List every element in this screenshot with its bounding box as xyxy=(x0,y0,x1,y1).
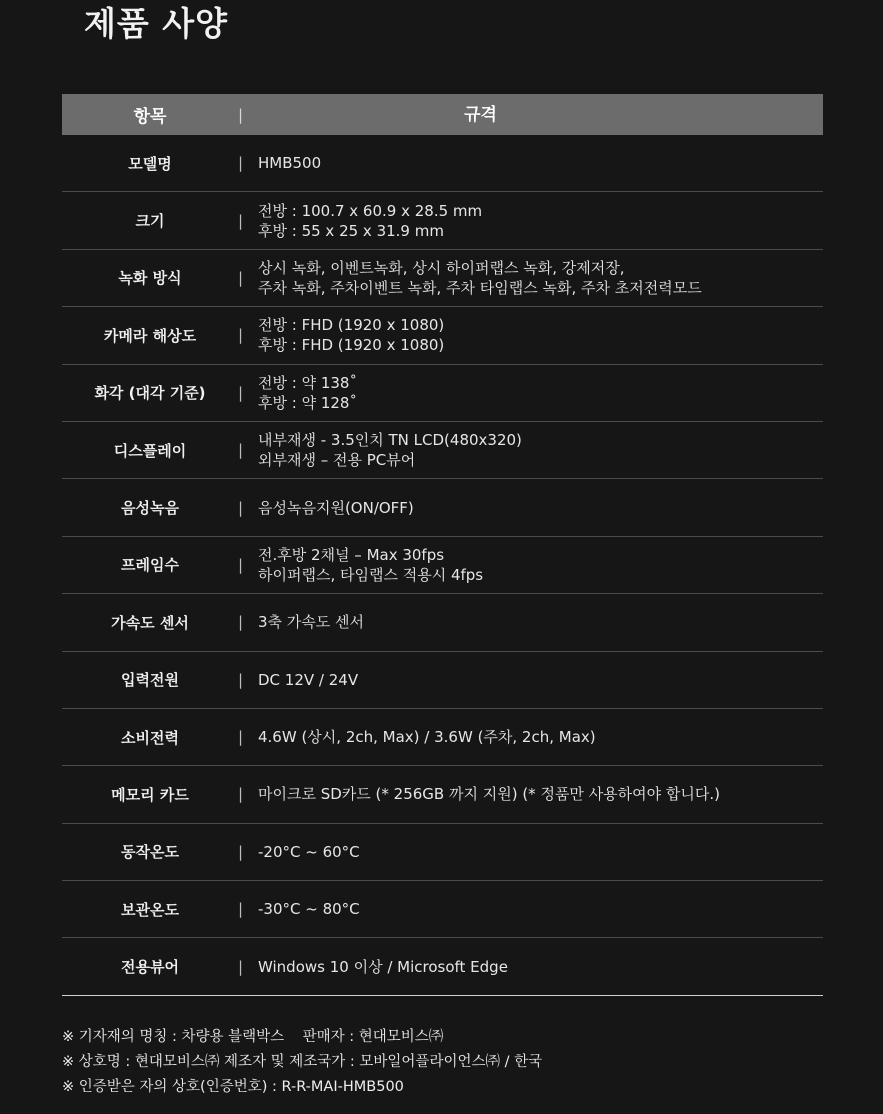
row-item-label: 디스플레이 xyxy=(113,441,187,460)
table-row xyxy=(62,881,823,938)
row-spec-value xyxy=(258,727,823,747)
row-spec-value xyxy=(258,612,823,632)
spec-line: HMB500 xyxy=(258,154,322,173)
row-spec-value xyxy=(258,430,823,470)
header-item-label: 항목 xyxy=(133,107,167,127)
row-item-label: 전용뷰어 xyxy=(121,958,179,977)
spec-line: Windows 10 이상 / Microsoft Edge xyxy=(258,957,508,976)
row-spec-value xyxy=(258,201,823,241)
spec-line: 후방 : 약 128˚ xyxy=(258,393,357,412)
row-separator: | xyxy=(238,900,244,919)
row-item-label: 보관온도 xyxy=(121,900,179,919)
spec-line: 후방 : FHD (1920 x 1080) xyxy=(258,336,445,355)
row-separator: | xyxy=(238,498,244,517)
row-item-label: 가속도 센서 xyxy=(111,613,189,632)
row-separator: | xyxy=(238,728,244,747)
row-separator: | xyxy=(238,326,244,345)
row-separator: | xyxy=(238,441,244,460)
spec-line: 전.후방 2채널 – Max 30fps xyxy=(258,545,445,564)
spec-line: 전방 : FHD (1920 x 1080) xyxy=(258,316,445,335)
row-spec-value xyxy=(258,258,823,298)
table-row xyxy=(62,250,823,307)
table-header xyxy=(62,94,823,135)
header-separator: | xyxy=(238,105,244,124)
row-item-label: 동작온도 xyxy=(121,843,179,862)
spec-line: 하이퍼랩스, 타임랩스 적용시 4fps xyxy=(258,565,484,584)
row-spec-value xyxy=(258,315,823,355)
spec-line: 상시 녹화, 이벤트녹화, 상시 하이퍼랩스 녹화, 강제저장, xyxy=(258,258,625,277)
row-item-label: 소비전력 xyxy=(121,728,179,747)
page-title: 제품 사양 xyxy=(84,4,229,43)
row-spec-value xyxy=(258,373,823,413)
row-separator: | xyxy=(238,957,244,976)
row-item-label: 크기 xyxy=(135,212,165,231)
table-row xyxy=(62,192,823,249)
row-item-label: 녹화 방식 xyxy=(118,269,182,288)
row-separator: | xyxy=(238,555,244,574)
spec-line: 3축 가속도 센서 xyxy=(258,613,365,632)
row-item-label: 입력전원 xyxy=(121,671,179,690)
row-item-label: 카메라 해상도 xyxy=(103,326,197,345)
table-row xyxy=(62,479,823,536)
table-row xyxy=(62,652,823,709)
row-spec-value xyxy=(258,957,823,977)
row-separator: | xyxy=(238,670,244,689)
notes xyxy=(62,1025,542,1100)
table-row xyxy=(62,824,823,881)
row-spec-value xyxy=(258,153,823,173)
spec-line: -30°C ~ 80°C xyxy=(258,900,360,919)
spec-line: 후방 : 55 x 25 x 31.9 mm xyxy=(258,221,444,240)
spec-line: -20°C ~ 60°C xyxy=(258,842,360,861)
row-item-label: 프레임수 xyxy=(121,556,179,575)
table-row xyxy=(62,422,823,479)
row-spec-value xyxy=(258,670,823,690)
table-row xyxy=(62,766,823,823)
row-separator: | xyxy=(238,268,244,287)
spec-line: 음성녹음지원(ON/OFF) xyxy=(258,498,414,517)
row-item-label: 모델명 xyxy=(128,154,172,173)
table-row xyxy=(62,709,823,766)
spec-line: 전방 : 약 138˚ xyxy=(258,373,357,392)
spec-line: 주차 녹화, 주차이벤트 녹화, 주차 타임랩스 녹화, 주차 초저전력모드 xyxy=(258,278,702,297)
spec-table xyxy=(62,94,823,996)
spec-line: 전방 : 100.7 x 60.9 x 28.5 mm xyxy=(258,201,483,220)
note-line: ※ 상호명 : 현대모비스㈜ 제조자 및 제조국가 : 모바일어플라이언스㈜ / 한국 xyxy=(62,1054,543,1070)
note-line: ※ 기자재의 명칭 : 차량용 블랙박스 판매자 : 현대모비스㈜ xyxy=(62,1029,444,1045)
row-spec-value xyxy=(258,545,823,585)
row-item-label: 메모리 카드 xyxy=(111,785,189,804)
row-separator: | xyxy=(238,154,244,173)
row-separator: | xyxy=(238,842,244,861)
table-body xyxy=(62,135,823,996)
table-row xyxy=(62,537,823,594)
table-row xyxy=(62,365,823,422)
row-separator: | xyxy=(238,613,244,632)
row-item-label: 음성녹음 xyxy=(121,499,179,518)
spec-line: 4.6W (상시, 2ch, Max) / 3.6W (주차, 2ch, Max) xyxy=(258,728,596,747)
spec-line: 내부재생 - 3.5인치 TN LCD(480x320) xyxy=(258,431,522,450)
table-row xyxy=(62,938,823,995)
row-separator: | xyxy=(238,211,244,230)
spec-line: 마이크로 SD카드 (* 256GB 까지 지원) (* 정품만 사용하여야 합니다.) xyxy=(258,785,720,804)
spec-line: DC 12V / 24V xyxy=(258,670,359,689)
row-separator: | xyxy=(238,383,244,402)
row-spec-value xyxy=(258,498,823,518)
table-row xyxy=(62,135,823,192)
row-item-label: 화각 (대각 기준) xyxy=(94,384,206,403)
spec-line: 외부재생 – 전용 PC뷰어 xyxy=(258,451,416,470)
header-spec-label: 규격 xyxy=(464,104,497,125)
table-row xyxy=(62,307,823,364)
note-line: ※ 인증받은 자의 상호(인증번호) : R-R-MAI-HMB500 xyxy=(62,1079,404,1095)
table-row xyxy=(62,594,823,651)
row-separator: | xyxy=(238,785,244,804)
row-spec-value xyxy=(258,842,823,862)
row-spec-value xyxy=(258,899,823,919)
row-spec-value xyxy=(258,784,823,804)
